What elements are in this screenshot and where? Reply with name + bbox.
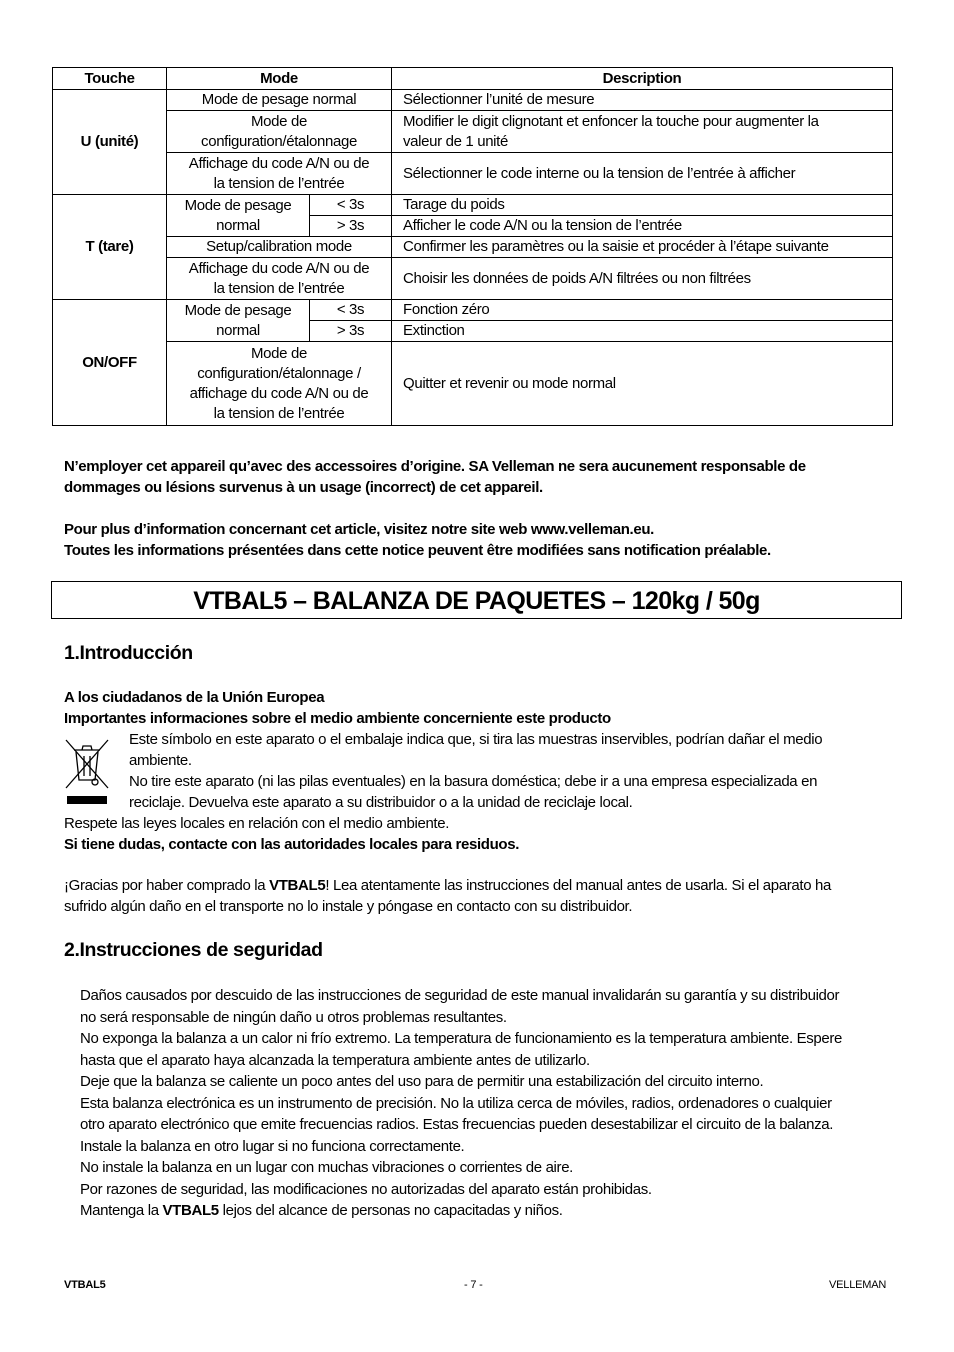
duration-cell: < 3s (310, 300, 392, 321)
mode-cell: Setup/calibration mode (167, 237, 392, 258)
table-row (53, 153, 893, 195)
duration-cell: < 3s (310, 195, 392, 216)
table-row (53, 111, 893, 153)
mode-cell: Mode de configuration/étalonnage (167, 111, 392, 153)
description-cell: Sélectionner l’unité de mesure (392, 90, 893, 111)
mode-cell: Affichage du code A/N ou de la tension de l’entrée (167, 153, 392, 195)
duration-cell: > 3s (310, 321, 392, 342)
description-cell: Quitter et revenir ou mode normal (392, 342, 893, 426)
footer-model: VTBAL5 (64, 1279, 106, 1291)
description-cell: Extinction (392, 321, 893, 342)
eu-citizens-heading: A los ciudadanos de la Unión Europea Importantes informaciones sobre el medio ambiente concerniente este producto (64, 689, 611, 727)
key-t: T (tare) (53, 195, 167, 300)
footer-brand: VELLEMAN (829, 1279, 887, 1291)
key-u: U (unité) (53, 90, 167, 195)
table-row (53, 300, 893, 321)
description-cell: Tarage du poids (392, 195, 893, 216)
description-cell: Choisir les données de poids A/N filtrées ou non filtrées (392, 258, 893, 300)
description-cell: Afficher le code A/N ou la tension de l’entrée (392, 216, 893, 237)
col-header-mode: Mode (167, 68, 392, 90)
table-header-row (53, 68, 893, 90)
intro-heading: 1.Introducción (64, 642, 193, 664)
description-cell: Fonction zéro (392, 300, 893, 321)
mode-cell: Affichage du code A/N ou de la tension de l’entrée (167, 258, 392, 300)
table-row (53, 258, 893, 300)
mode-cell: Mode de pesage normal (167, 300, 310, 342)
safety-heading: 2.Instrucciones de seguridad (64, 939, 323, 961)
footer-page-number: - 7 - (464, 1279, 483, 1291)
mode-cell: Mode de configuration/étalonnage / affichage du code A/N ou de la tension de l’entrée (167, 342, 392, 426)
table-row (53, 342, 893, 426)
table-row (53, 90, 893, 111)
accessories-notice: N’employer cet appareil qu’avec des accessoires d’origine. SA Velleman ne sera aucunement responsable de dommages ou lésions survenus à un usage (incorrect) de cet appareil. (64, 458, 806, 496)
website-notice: Pour plus d’information concernant cet article, visitez notre site web www.velleman.eu. Toutes les informations présentées dans cette notice peuvent être modifiées sans notification préalable. (64, 521, 771, 559)
description-cell: Confirmer les paramètres ou la saisie et procéder à l’étape suivante (392, 237, 893, 258)
thanks-paragraph: ¡Gracias por haber comprado la VTBAL5! Lea atentamente las instrucciones del manual antes de usarla. Si el aparato ha sufrido algún daño en el transporte no lo instale y póngase en contacto con su distribuidor. (64, 877, 832, 915)
duration-cell: > 3s (310, 216, 392, 237)
table-row (53, 195, 893, 216)
section-title: VTBAL5 – BALANZA DE PAQUETES – 120kg / 50g (51, 581, 902, 619)
local-laws-text: Respete las leyes locales en relación con el medio ambiente. Si tiene dudas, contacte con las autoridades locales para residuos. (64, 815, 520, 853)
safety-instructions: Daños causados por descuido de las instrucciones de seguridad de este manual invalidarán su garantía y su distribuidor no será responsable de ningún daño u otros problemas resultantes. No exponga la balanza a un calor ni frío extremo. La temperatura de funcionamiento es la temperatura ambiente. Espere hasta que el aparato haya alcanzada la temperatura ambiente antes de utilizarlo. Deje que la balanza se caliente un poco antes del uso para de permitir una estabilización del circuito interno. Esta balanza electrónica es un instrumento de precisión. No la utiliza cerca de móviles, radios, ordenadores o cualquier otro aparato electrónico que emite frecuencias radios. Estas frecuencias pueden desestabilizar el circuito de la balanza. Instale la balanza en otro lugar si no funciona correctamente. No instale la balanza en un lugar con muchas vibraciones o corrientes de aire. Por razones de seguridad, las modificaciones no autorizadas del aparato están prohibidas. Mantenga la VTBAL5 lejos del alcance de personas no capacitadas y niños. (80, 987, 843, 1219)
table-row (53, 237, 893, 258)
description-cell: Modifier le digit clignotant et enfoncer la touche pour augmenter la valeur de 1 unité (392, 111, 893, 153)
keys-table (52, 67, 893, 426)
key-onoff: ON/OFF (53, 300, 167, 426)
col-header-touche: Touche (53, 68, 167, 90)
weee-text: Este símbolo en este aparato o el embalaje indica que, si tira las muestras inservibles, podrían dañar el medio ambiente. No tire este aparato (ni las pilas eventuales) en la basura doméstica; debe ir a una empresa especializada en reciclaje. Devuelva este aparato a su distribuidor o a la unidad de reciclaje local. (129, 731, 823, 811)
mode-cell: Mode de pesage normal (167, 90, 392, 111)
mode-cell: Mode de pesage normal (167, 195, 310, 237)
weee-bin-icon (62, 736, 112, 808)
description-cell: Sélectionner le code interne ou la tension de l’entrée à afficher (392, 153, 893, 195)
col-header-description: Description (392, 68, 893, 90)
